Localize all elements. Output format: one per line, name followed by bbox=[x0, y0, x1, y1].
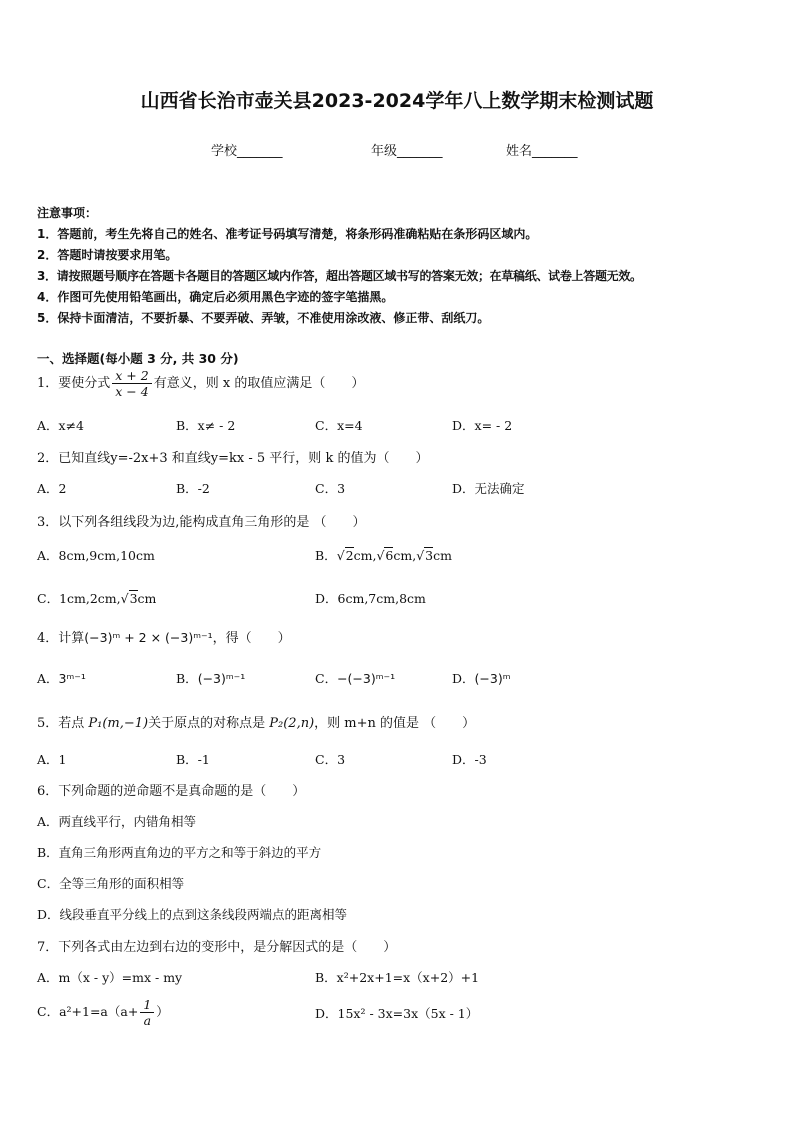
q4-d-value: (−3)ᵐ bbox=[474, 671, 511, 686]
q5-middle: 关于原点的对称点是 bbox=[148, 716, 270, 731]
q4-b-value: (−3)ᵐ⁻¹ bbox=[197, 671, 246, 686]
question-4 bbox=[37, 627, 291, 646]
sqrt-symbol: √ bbox=[416, 548, 425, 563]
q7-c-fraction bbox=[140, 997, 154, 1028]
sqrt-symbol: √ bbox=[336, 548, 345, 563]
q4-option-c[interactable] bbox=[315, 669, 395, 687]
q5-option-d[interactable]: D．-3 bbox=[452, 752, 487, 767]
q1-option-d[interactable]: D．x= - 2 bbox=[452, 418, 513, 433]
q4-c-value: −(−3)ᵐ⁻¹ bbox=[337, 671, 396, 686]
grade-field[interactable]: 年级_______ bbox=[371, 144, 443, 159]
q1-suffix: 有意义，则 x 的取值应满足（ ） bbox=[153, 376, 365, 391]
q4-suffix: ，得（ ） bbox=[212, 631, 291, 646]
q1-prefix: 1．要使分式 bbox=[37, 376, 111, 391]
q2-option-b[interactable]: B．-2 bbox=[176, 481, 210, 496]
q5-option-b[interactable]: B．-1 bbox=[176, 752, 210, 767]
question-1 bbox=[37, 368, 364, 399]
q3-b-unit2: cm, bbox=[393, 548, 417, 563]
q2-option-c[interactable]: C．3 bbox=[315, 481, 346, 496]
name-field[interactable]: 姓名_______ bbox=[506, 144, 578, 159]
q1-option-a[interactable]: A．x≠4 bbox=[37, 418, 85, 433]
q1-option-b[interactable]: B．x≠ - 2 bbox=[176, 418, 236, 433]
student-info-fields bbox=[0, 140, 794, 160]
q3-b-unit3: cm bbox=[433, 548, 452, 563]
q3-option-a[interactable]: A．8cm,9cm,10cm bbox=[37, 548, 155, 563]
q4-a-label: A． bbox=[37, 671, 59, 686]
notice-item: 3．请按照题号顺序在答题卡各题目的答题区域内作答，超出答题区域书写的答案无效；在草稿纸、试卷上答题无效。 bbox=[37, 269, 642, 283]
q1-option-c[interactable]: C．x=4 bbox=[315, 418, 363, 433]
q3-c-unit: cm bbox=[137, 591, 157, 606]
notice-item: 1．答题前，考生先将自己的姓名、准考证号码填写清楚，将条形码准确粘贴在条形码区域内。 bbox=[37, 227, 538, 241]
q7-c-prefix: C．a²+1=a（a+ bbox=[37, 1004, 139, 1019]
q4-option-a[interactable] bbox=[37, 669, 86, 687]
q5-point2: P₂(2,n) bbox=[269, 716, 315, 731]
notice-item: 2．答题时请按要求用笔。 bbox=[37, 248, 178, 262]
question-5 bbox=[37, 712, 475, 731]
q7-c-denominator: a bbox=[143, 1013, 152, 1028]
q3-c-prefix: C．1cm,2cm, bbox=[37, 591, 121, 606]
q2-option-d[interactable]: D．无法确定 bbox=[452, 481, 525, 496]
q3-option-d[interactable]: D．6cm,7cm,8cm bbox=[315, 591, 426, 606]
q2-option-a[interactable]: A．2 bbox=[37, 481, 67, 496]
q4-c-label: C． bbox=[315, 671, 338, 686]
q6-option-d[interactable]: D．线段垂直平分线上的点到这条线段两端点的距离相等 bbox=[37, 907, 348, 922]
notice-block bbox=[37, 203, 777, 329]
q3-b-rad3: 3 bbox=[425, 548, 434, 563]
q3-c-rad: 3 bbox=[129, 591, 138, 606]
q3-b-unit1: cm, bbox=[353, 548, 377, 563]
q7-c-suffix: ） bbox=[156, 1004, 169, 1019]
q3-b-label: B． bbox=[315, 548, 337, 563]
q7-option-a[interactable]: A．m（x - y）=mx - my bbox=[37, 970, 183, 985]
q4-prefix: 4．计算 bbox=[37, 631, 85, 646]
q7-c-numerator: 1 bbox=[140, 997, 154, 1013]
notice-item: 4．作图可先使用铅笔画出，确定后必须用黑色字迹的签字笔描黑。 bbox=[37, 290, 394, 304]
question-3: 3．以下列各组线段为边,能构成直角三角形的是 （ ） bbox=[37, 515, 366, 530]
q4-d-label: D． bbox=[452, 671, 475, 686]
q3-option-b[interactable] bbox=[315, 546, 452, 564]
q7-option-b[interactable]: B．x²+2x+1=x（x+2）+1 bbox=[315, 970, 480, 985]
section-heading: 一、选择题(每小题 3 分, 共 30 分) bbox=[37, 351, 239, 366]
q5-option-c[interactable]: C．3 bbox=[315, 752, 346, 767]
school-field[interactable]: 学校_______ bbox=[211, 144, 283, 159]
q5-prefix: 5．若点 bbox=[37, 716, 89, 731]
q6-option-c[interactable]: C．全等三角形的面积相等 bbox=[37, 876, 185, 891]
notice-item: 5．保持卡面清洁，不要折暴、不要弄破、弄皱，不准使用涂改液、修正带、刮纸刀。 bbox=[37, 311, 490, 325]
q4-b-label: B． bbox=[176, 671, 198, 686]
q7-option-c[interactable] bbox=[37, 997, 169, 1028]
q3-option-c[interactable] bbox=[37, 589, 156, 607]
q5-point1: P₁(m,−1) bbox=[88, 716, 149, 731]
q3-b-rad1: 2 bbox=[345, 548, 354, 563]
q5-option-a[interactable]: A．1 bbox=[37, 752, 67, 767]
q1-numerator: x + 2 bbox=[112, 368, 151, 384]
question-6: 6．下列命题的逆命题不是真命题的是（ ） bbox=[37, 784, 306, 799]
sqrt-symbol: √ bbox=[376, 548, 385, 563]
notice-heading: 注意事项： bbox=[37, 206, 98, 220]
q3-b-rad2: 6 bbox=[385, 548, 394, 563]
sqrt-symbol: √ bbox=[120, 591, 129, 606]
q4-option-b[interactable] bbox=[176, 669, 245, 687]
question-7: 7．下列各式由左边到右边的变形中，是分解因式的是（ ） bbox=[37, 940, 397, 955]
q4-a-value: 3ᵐ⁻¹ bbox=[58, 671, 86, 686]
q6-option-a[interactable]: A．两直线平行，内错角相等 bbox=[37, 814, 197, 829]
q1-denominator: x − 4 bbox=[115, 384, 149, 399]
exam-title: 山西省长治市壶关县2023-2024学年八上数学期末检测试题 bbox=[140, 90, 654, 112]
question-2: 2．已知直线y=-2x+3 和直线y=kx - 5 平行，则 k 的值为（ ） bbox=[37, 451, 429, 466]
q7-option-d[interactable]: D．15x² - 3x=3x（5x - 1） bbox=[315, 1006, 479, 1021]
q5-suffix: ，则 m+n 的值是 （ ） bbox=[314, 716, 476, 731]
q4-option-d[interactable] bbox=[452, 669, 511, 687]
q4-expression: (−3)ᵐ + 2 × (−3)ᵐ⁻¹ bbox=[84, 630, 213, 645]
q6-option-b[interactable]: B．直角三角形两直角边的平方之和等于斜边的平方 bbox=[37, 845, 322, 860]
q1-fraction bbox=[112, 368, 151, 399]
